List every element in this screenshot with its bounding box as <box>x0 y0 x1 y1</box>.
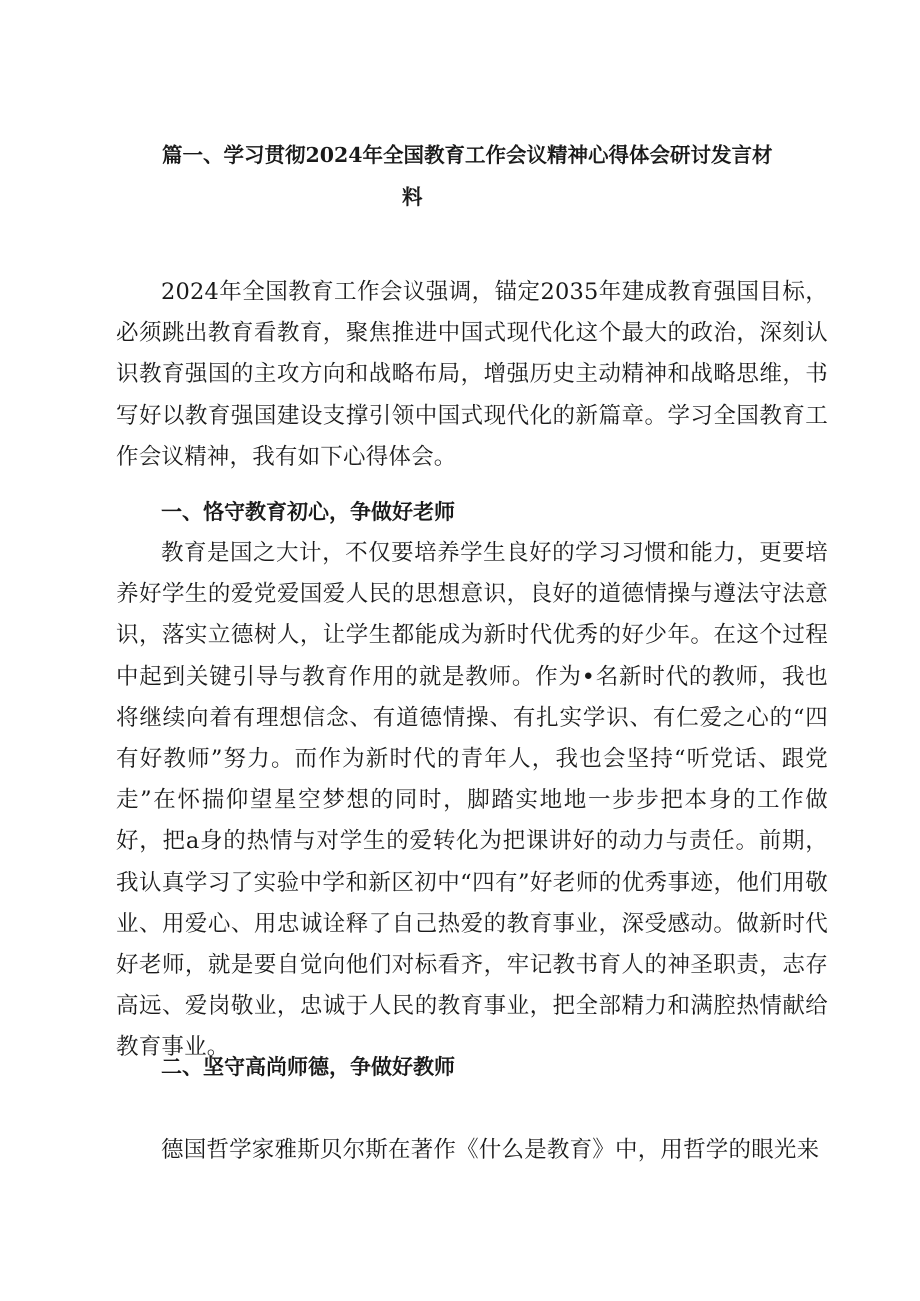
section-heading-2: 二、坚守高尚师德，争做好教师 <box>161 1054 455 1079</box>
document-title <box>150 134 850 218</box>
section-heading-1: 一、恪守教育初心，争做好老师 <box>161 499 455 524</box>
paragraph-section-1: 教育是国之大计，不仅要培养学生良好的学习习惯和能力，更要培养好学生的爱党爱国爱人民的思想意识，良好的道德情操与遵法守法意识，落实立德树人，让学生都能成为新时代优秀的好少年。在这个过程中起到关键引导与教育作用的就是教师。作为•名新时代的教师，我也将继续向着有理想信念、有道德情操、有扎实学识、有仁爱之心的“四有好教师”努力。而作为新时代的青年人，我也会坚持“听党话、跟党走”在怀揣仰望星空梦想的同时，脚踏实地地一步步把本身的工作做好，把a身的热情与对学生的爱转化为把课讲好的动力与责任。前期，我认真学习了实验中学和新区初中“四有”好老师的优秀事迹，他们用敬业、用爱心、用忠诚诠释了自己热爱的教育事业，深受感动。做新时代好老师，就是要自觉向他们对标看齐，牢记教书育人的神圣职责，志存高远、爱岗敬业，忠诚于人民的教育事业，把全部精力和满腔热情献给教育事业。 <box>116 540 828 1061</box>
document-title-line-1: 篇一、学习贯彻2024年全国教育工作会议精神心得体会研讨发言材 <box>162 143 773 167</box>
paragraph-section-2: 德国哲学家雅斯贝尔斯在著作《什么是教育》中，用哲学的眼光来 <box>161 1137 820 1163</box>
document-title-line-2: 料 <box>402 185 423 209</box>
paragraph-intro: 2024年全国教育工作会议强调，锚定2035年建成教育强国目标，必须跳出教育看教育，聚焦推进中国式现代化这个最大的政治，深刻认识教育强国的主攻方向和战略布局，增强历史主动精神和战略思维，书写好以教育强国建设支撑引领中国式现代化的新篇章。学习全国教育工作会议精神，我有如下心得体会。 <box>116 279 828 470</box>
